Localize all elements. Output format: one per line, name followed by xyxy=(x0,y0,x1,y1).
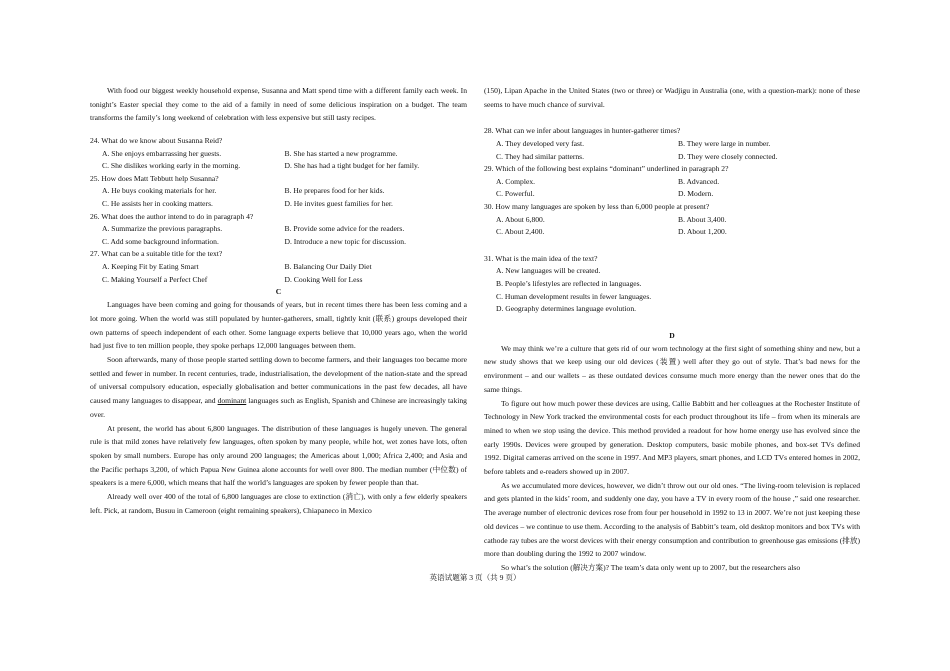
option-d: D. He invites guest families for her. xyxy=(284,199,393,209)
option-d: D. Cooking Well for Less xyxy=(284,274,363,284)
option-d: D. They were closely connected. xyxy=(678,151,778,161)
question-stem: 24. What do we know about Susanna Reid? xyxy=(90,136,223,146)
option-d: D. Modern. xyxy=(678,189,714,199)
left-column xyxy=(90,84,467,517)
question-options xyxy=(484,176,860,201)
question-options xyxy=(90,148,467,173)
option-c: C. Making Yourself a Perfect Chef xyxy=(102,274,208,284)
option-a: A. Complex. xyxy=(496,176,536,186)
passage-c-paragraph-4: Already well over 400 of the total of 6,800 languages are close to extinction (消亡), with only a few elderly speakers left. Pick, at random, Busuu in Cameroon (eight remaining speakers), Chiapaneco in Mexico xyxy=(90,492,467,515)
option-b: B. They were large in number. xyxy=(678,139,771,148)
option-b: B. About 3,400. xyxy=(678,214,727,224)
passage-c-paragraph-1: Languages have been coming and going for thousands of years, but in recent times there has been less coming and a lot more going. When the world was still populated by hunter-gatherers, small, tightly knit (联系) groups developed their own patterns of speech independent of each other. Some language experts believe that 10,000 years ago, when the world had just five to ten million people, they spoke perhaps 12,000 languages between them. xyxy=(90,300,467,351)
paragraph-text: languages such as English, Spanish and Chinese are increasingly taking over. xyxy=(90,396,467,419)
passage-c-paragraph-2 xyxy=(90,353,467,422)
question-27 xyxy=(90,248,467,286)
question-options xyxy=(90,223,467,248)
section-d-heading: D xyxy=(669,330,675,340)
option-b: B. He prepares food for her kids. xyxy=(284,186,385,196)
question-stem: 30. How many languages are spoken by less than 6,000 people at present? xyxy=(484,201,710,211)
question-options xyxy=(484,138,860,163)
question-options xyxy=(90,185,467,210)
underlined-word: dominant xyxy=(217,396,247,406)
question-24 xyxy=(90,135,467,173)
passage-d-paragraph-2: To figure out how much power these devices are using, Callie Babbitt and her colleagues at the Rochester Institute of Technology in New York tracked the environmental costs for each product throughout its life – from when its minerals are mined to when we stop using the device. This method provided a readout for how home energy use has evolved since the early 1990s. Devices were grouped by generation. Desktop computers, basic mobile phones, and box-set TVs defined 1992. Digital cameras arrived on the scene in 1997. And MP3 players, smart phones, and LCD TVs entered homes in 2002, before tablets and e-readers showed up in 2007. xyxy=(484,398,860,477)
option-c: C. Add some background information. xyxy=(102,236,219,246)
option-c: C. He assists her in cooking matters. xyxy=(102,199,213,209)
passage-d-paragraph-1: We may think we’re a culture that gets rid of our worn technology at the first sight of something shiny and new, but a new study shows that we keep using our old devices (装置) well after they go out of style. That’s bad news for the environment – and our wallets – as these outdated devices consume much more energy than the newer ones that do the same things. xyxy=(484,343,860,394)
question-stem: 26. What does the author intend to do in paragraph 4? xyxy=(90,211,254,221)
passage-c-paragraph-3: At present, the world has about 6,800 languages. The distribution of these languages is hugely uneven. The general rule is that mild zones have relatively few languages, often spoken by many people, while hot, wet zones have lots, often spoken by small numbers. Europe has only around 200 languages; the Americas about 1,000; Africa 2,400; and Asia and the Pacific perhaps 3,200, of which Papua New Guinea alone accounts for well over 800. The median number (中位数) of speakers is a mere 6,000, which means that half the world’s languages are spoken by fewer people than that. xyxy=(90,423,467,488)
question-29 xyxy=(484,163,860,201)
option-d: D. About 1,200. xyxy=(678,227,727,237)
option-b: B. Balancing Our Daily Diet xyxy=(284,262,372,272)
right-column xyxy=(484,84,860,575)
option-b: B. Provide some advice for the readers. xyxy=(284,224,405,234)
intro-paragraph: With food our biggest weekly household expense, Susanna and Matt spend time with a different family each week. In tonight’s Easter special they come to the aid of a family in need of some delicious inspiration on a budget. The team transforms the family’s long weekend of celebration with less expensive but still tasty recipes. xyxy=(90,86,467,123)
question-25 xyxy=(90,173,467,211)
question-stem: 25. How does Matt Tebbutt help Susanna? xyxy=(90,173,219,183)
passage-d-paragraph-4: So what’s the solution (解决方案)? The team’s data only went up to 2007, but the researchers also xyxy=(501,562,801,572)
option-d: D. Introduce a new topic for discussion. xyxy=(284,236,406,246)
option-a: A. About 6,800. xyxy=(496,214,545,224)
question-block-28-30 xyxy=(484,125,860,238)
passage-c-paragraph-4-continued: (150), Lipan Apache in the United States (two or three) or Wadjigu in Australia (one, with a question-mark): none of these seems to have much chance of survival. xyxy=(484,86,860,109)
question-options xyxy=(90,261,467,286)
option-a: A. Summarize the previous paragraphs. xyxy=(102,224,223,234)
option-c: C. About 2,400. xyxy=(496,227,545,237)
option-b: B. She has started a new programme. xyxy=(284,148,398,158)
option-b: B. People’s lifestyles are reflected in languages. xyxy=(496,278,642,288)
question-stem: 27. What can be a suitable title for the text? xyxy=(90,249,223,259)
option-c: C. Powerful. xyxy=(496,189,535,199)
option-a: A. They developed very fast. xyxy=(496,139,585,148)
question-30 xyxy=(484,201,860,239)
question-stem: 29. Which of the following best explains “dominant” underlined in paragraph 2? xyxy=(484,164,729,174)
paragraph-text: Soon afterwards, many of those people started settling down to become farmers, and their languages too became more settled and fewer in number. In recent centuries, trade, industrialisation, the development of the nation-state and the spread of universal compulsory education, especially globalisation and better communications in the past few decades, all have caused many languages to disappear, and xyxy=(90,355,467,406)
option-c: C. They had similar patterns. xyxy=(496,151,585,161)
option-d: D. Geography determines language evolution. xyxy=(496,304,637,314)
question-block-24-27 xyxy=(90,135,467,286)
question-26 xyxy=(90,211,467,249)
question-stem: 28. What can we infer about languages in hunter-gatherer times? xyxy=(484,126,681,136)
option-a: A. Keeping Fit by Eating Smart xyxy=(102,262,199,272)
page-footer: 英语试题第 3 页（共 9 页） xyxy=(429,573,521,582)
option-c: C. Human development results in fewer languages. xyxy=(496,291,652,301)
option-a: A. New languages will be created. xyxy=(496,266,601,276)
option-d: D. She has had a tight budget for her family. xyxy=(284,161,420,171)
question-stem: 31. What is the main idea of the text? xyxy=(484,253,598,263)
option-a: A. He buys cooking materials for her. xyxy=(102,186,217,196)
question-28 xyxy=(484,125,860,163)
passage-d-paragraph-3: As we accumulated more devices, however, we didn’t throw out our old ones. “The living-room television is replaced and gets planted in the kids’ room, and suddenly one day, you have a TV in every room of the house ,” said one researcher. The average number of electronic devices rose from four per household in 1992 to 13 in 2007. We’re not just keeping these old devices – we continue to use them. According to the analysis of Babbitt’s team, old desktop monitors and box TVs with cathode ray tubes are the worst devices with their energy consumption and contribution to greenhouse gas emissions (排放) more than doubling during the 1992 to 2007 window. xyxy=(484,480,860,559)
question-31 xyxy=(484,253,860,316)
question-options xyxy=(484,214,860,239)
section-c-heading: C xyxy=(275,287,282,297)
option-c: C. She dislikes working early in the morning. xyxy=(102,161,241,171)
option-a: A. She enjoys embarrassing her guests. xyxy=(102,148,222,158)
option-b: B. Advanced. xyxy=(678,176,720,186)
